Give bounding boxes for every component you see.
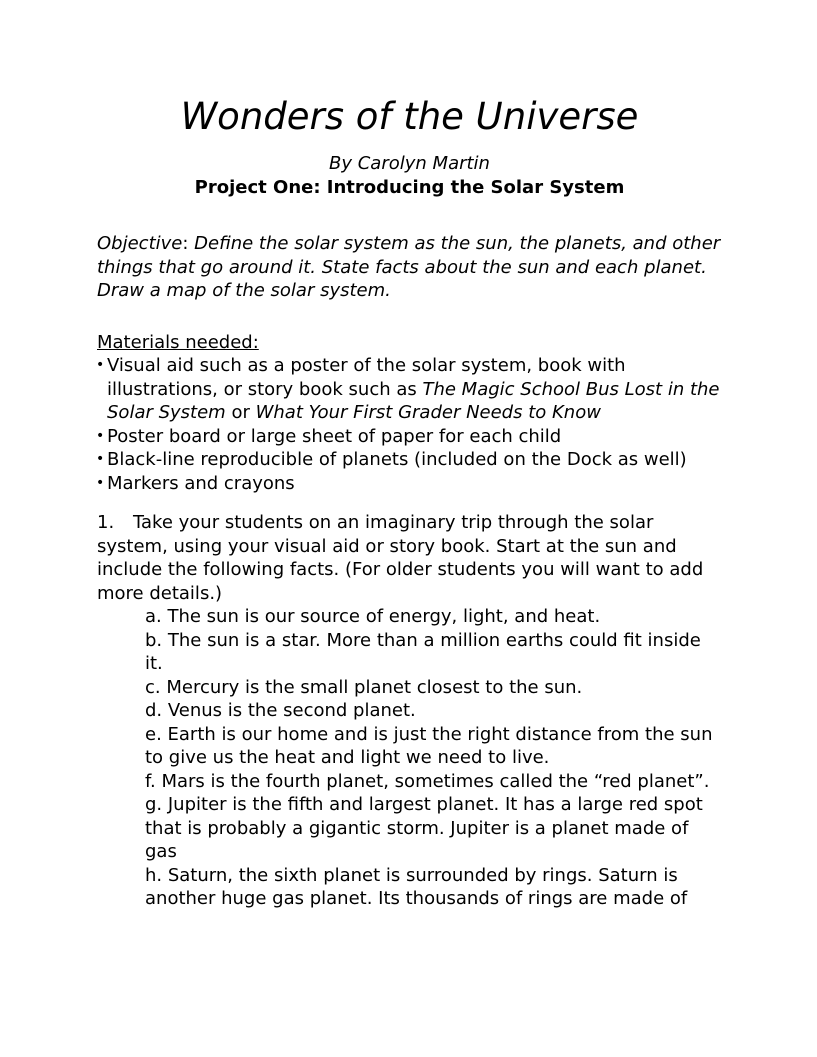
fact-item: e. Earth is our home and is just the right distance from the sun to give us the heat and light we need to live. (145, 723, 713, 768)
fact-item: f. Mars is the fourth planet, sometimes called the “red planet”. (145, 770, 710, 792)
materials-heading: Materials needed: (97, 331, 259, 353)
materials-item (97, 354, 722, 425)
objective-label: Objective (97, 233, 183, 254)
materials-item: • Markers and crayons (97, 472, 722, 496)
step-text: Take your students on an imaginary trip through the solar system, using your visual aid or story book. Start at the sun and include the following facts. (For older students you will want to add more details.) (97, 512, 704, 604)
objective-paragraph (97, 232, 722, 303)
step-number: 1. (97, 512, 115, 533)
step-paragraph (97, 511, 722, 605)
materials-item-text: or (225, 402, 256, 423)
fact-item: a. The sun is our source of energy, light, and heat. (145, 606, 601, 627)
fact-item: g. Jupiter is the fifth and largest planet. It has a large red spot that is probably a gigantic storm. Jupiter is a planet made of gas (145, 794, 703, 862)
fact-item: c. Mercury is the small planet closest to the sun. (145, 676, 583, 698)
materials-item: • Poster board or large sheet of paper for each child (97, 425, 722, 449)
book-title: The Magic School Bus Lost in the Solar System (107, 378, 720, 423)
document-page (97, 90, 722, 911)
fact-item: b. The sun is a star. More than a million earths could fit inside it. (145, 629, 701, 674)
materials-item: • Black-line reproducible of planets (included on the Dock as well) (97, 448, 722, 472)
facts-list (97, 605, 722, 911)
project-heading: Project One: Introducing the Solar System (194, 177, 625, 198)
fact-item: d. Venus is the second planet. (145, 700, 416, 721)
document-title: Wonders of the Universe (180, 95, 639, 138)
author-line: By Carolyn Martin (329, 153, 490, 174)
objective-colon: : (182, 233, 189, 254)
fact-item: h. Saturn, the sixth planet is surrounded by rings. Saturn is another huge gas planet. Its thousands of rings are made of (145, 864, 688, 909)
materials-item-text: Visual aid such as a poster of the solar system, book with illustrations, or story book such as (107, 355, 626, 400)
objective-text: Define the solar system as the sun, the planets, and other things that go around it. State facts about the sun and each planet. Draw a map of the solar system. (97, 233, 721, 301)
book-title: What Your First Grader Needs to Know (255, 402, 601, 423)
